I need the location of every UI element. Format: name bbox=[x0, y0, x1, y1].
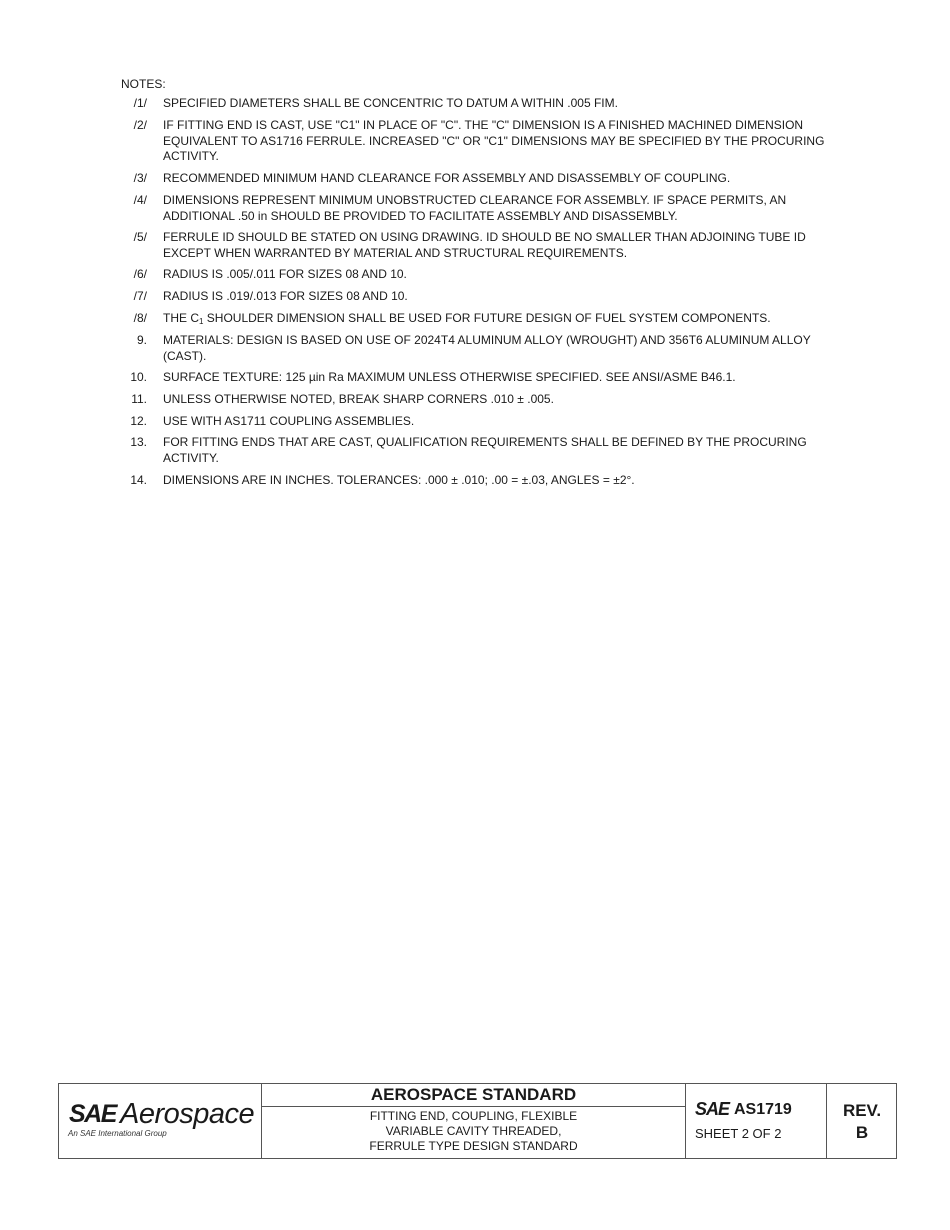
note-text: USE WITH AS1711 COUPLING ASSEMBLIES. bbox=[163, 414, 415, 428]
sheet-info: SHEET 2 OF 2 bbox=[695, 1126, 782, 1141]
standard-cell bbox=[262, 1084, 685, 1158]
revision-cell bbox=[827, 1084, 897, 1158]
note-number: /8/ bbox=[133, 311, 147, 325]
notes-heading: NOTES: bbox=[121, 77, 166, 91]
note-text: IF FITTING END IS CAST, USE "C1" IN PLACE OF "C". THE "C" DIMENSION IS A FINISHED MACHINED DIMENSION EQUIVALENT TO AS1716 FERRULE. INCREASED "C" OR "C1" DIMENSIONS MAY BE SPECIFIED BY THE PROCURING ACTIVITY. bbox=[163, 118, 825, 164]
note-number: 14. bbox=[130, 473, 147, 487]
document-number: AS1719 bbox=[734, 1101, 792, 1118]
logo-wordmark: Aerospace bbox=[120, 1098, 255, 1130]
note-text: SPECIFIED DIAMETERS SHALL BE CONCENTRIC TO DATUM A WITHIN .005 FIM. bbox=[163, 96, 618, 110]
note-number: /7/ bbox=[133, 289, 147, 303]
description-line: VARIABLE CAVITY THREADED, bbox=[385, 1124, 562, 1138]
sae-aerospace-logo bbox=[59, 1084, 261, 1158]
note-number: /1/ bbox=[133, 96, 147, 110]
title-block bbox=[58, 1083, 897, 1159]
note-number: 10. bbox=[130, 370, 147, 384]
subscript: 1 bbox=[199, 317, 204, 326]
note-text: DIMENSIONS ARE IN INCHES. TOLERANCES: .000 ± .010; .00 = ±.03, ANGLES = ±2°. bbox=[163, 473, 635, 487]
note-text: RADIUS IS .005/.011 FOR SIZES 08 AND 10. bbox=[163, 267, 407, 281]
revision-value: B bbox=[855, 1123, 869, 1142]
note-text: FERRULE ID SHOULD BE STATED ON USING DRAWING. ID SHOULD BE NO SMALLER THAN ADJOINING TUBE ID EXCEPT WHEN WARRANTED BY MATERIAL AND STRUCTURAL REQUIREMENTS. bbox=[163, 230, 806, 260]
note-text: MATERIALS: DESIGN IS BASED ON USE OF 2024T4 ALUMINUM ALLOY (WROUGHT) AND 356T6 ALUMINUM ALLOY (CAST). bbox=[163, 333, 811, 363]
note-number: /4/ bbox=[133, 193, 147, 207]
note-text: RADIUS IS .019/.013 FOR SIZES 08 AND 10. bbox=[163, 289, 408, 303]
standard-title: AEROSPACE STANDARD bbox=[262, 1084, 685, 1107]
description-line: FITTING END, COUPLING, FLEXIBLE bbox=[369, 1109, 578, 1123]
revision-label: REV. bbox=[842, 1101, 882, 1120]
note-number: /6/ bbox=[133, 267, 147, 281]
document-number-cell bbox=[686, 1084, 826, 1158]
note-text: RECOMMENDED MINIMUM HAND CLEARANCE FOR ASSEMBLY AND DISASSEMBLY OF COUPLING. bbox=[163, 171, 731, 185]
note-number: 11. bbox=[131, 392, 147, 406]
note-text: FOR FITTING ENDS THAT ARE CAST, QUALIFICATION REQUIREMENTS SHALL BE DEFINED BY THE PROCURING ACTIVITY. bbox=[163, 435, 807, 465]
note-number: /2/ bbox=[133, 118, 147, 132]
note-text: DIMENSIONS REPRESENT MINIMUM UNOBSTRUCTED CLEARANCE FOR ASSEMBLY. IF SPACE PERMITS, AN ADDITIONAL .50 in SHOULD BE PROVIDED TO FACILITATE ASSEMBLY AND DISASSEMBLY. bbox=[163, 193, 787, 223]
note-text-post: SHOULDER DIMENSION SHALL BE USED FOR FUTURE DESIGN OF FUEL SYSTEM COMPONENTS. bbox=[203, 311, 771, 325]
standard-description bbox=[262, 1109, 685, 1154]
note-number: /5/ bbox=[133, 230, 147, 244]
note-number: 9. bbox=[136, 333, 147, 347]
note-text: UNLESS OTHERWISE NOTED, BREAK SHARP CORNERS .010 ± .005. bbox=[163, 392, 554, 406]
note-number: 12. bbox=[130, 414, 147, 428]
note-number: /3/ bbox=[133, 171, 147, 185]
sae-small-logo: SAE bbox=[695, 1099, 730, 1119]
note-text: SURFACE TEXTURE: 125 µin Ra MAXIMUM UNLESS OTHERWISE SPECIFIED. SEE ANSI/ASME B46.1. bbox=[163, 370, 736, 384]
logo-tagline: An SAE International Group bbox=[68, 1129, 167, 1138]
note-text-pre: THE C bbox=[163, 311, 199, 325]
description-line: FERRULE TYPE DESIGN STANDARD bbox=[369, 1139, 578, 1153]
note-text bbox=[163, 311, 853, 330]
sae-logo-mark: SAE bbox=[69, 1100, 116, 1128]
note-number: 13. bbox=[130, 435, 147, 449]
